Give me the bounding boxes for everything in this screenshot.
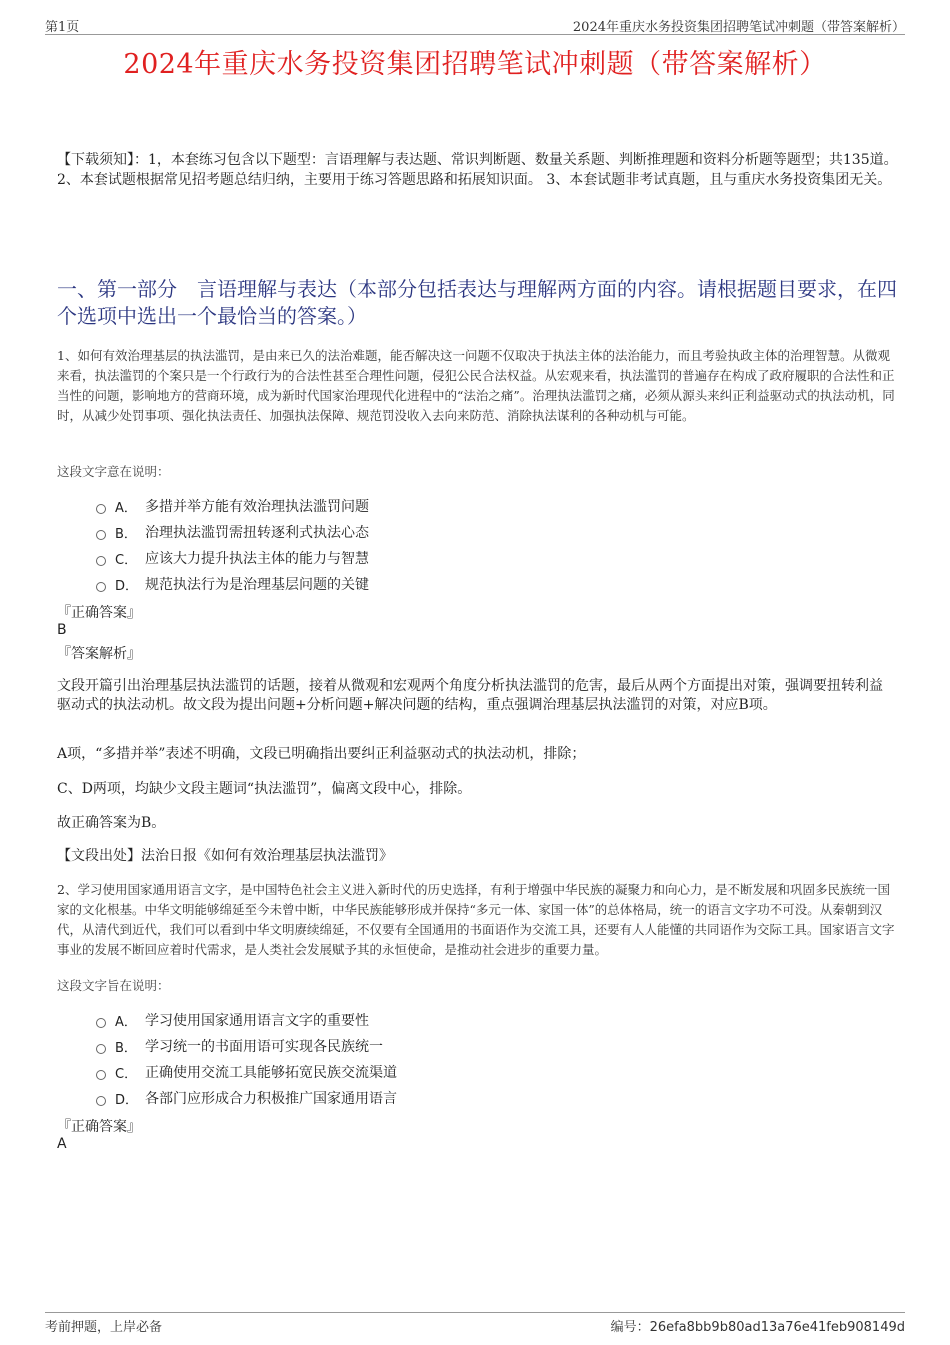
question-1-options — [96, 493, 369, 597]
radio-icon[interactable] — [96, 1070, 106, 1080]
radio-icon[interactable] — [96, 582, 106, 592]
footer-doc-id: 编号：26efa8bb9b80ad13a76e41feb908149d — [610, 1320, 905, 1335]
answer-value: B — [57, 622, 67, 638]
question-1-prompt: 这段文字意在说明： — [57, 464, 170, 479]
page-number: 第1页 — [45, 20, 80, 35]
header-doc-title: 2024年重庆水务投资集团招聘笔试冲刺题（带答案解析） — [572, 20, 905, 35]
page-footer — [45, 1312, 905, 1335]
analysis-label: 『答案解析』 — [57, 646, 141, 662]
radio-icon[interactable] — [96, 1018, 106, 1028]
source-citation: 【文段出处】法治日报《如何有效治理基层执法滥罚》 — [57, 848, 393, 864]
question-2-prompt: 这段文字旨在说明： — [57, 978, 170, 993]
question-2-text: 2、学习使用国家通用语言文字，是中国特色社会主义进入新时代的历史选择，有利于增强中华民族的凝聚力和向心力，是不断发展和巩固多民族统一国家的文化根基。中华文明能够绵延至今未曾中断，中华民族能够形成并保持“多元一体、家国一体”的总体格局，统一的语言文字功不可没。从秦朝到汉代，从清代到近代，我们可以看到中华文明赓续绵延，不仅要有全国通用的书面语作为交流工具，还要有人人能懂的共同语作为交际工具。国家语言文字事业的发展不断回应着时代需求，是人类社会发展赋予其的永恒使命，是推动社会进步的重要力量。 — [57, 882, 895, 957]
option-b[interactable]: B． 治理执法滥罚需扭转逐利式执法心态 — [96, 519, 369, 545]
radio-icon[interactable] — [96, 556, 106, 566]
section-title: 一、第一部分 言语理解与表达（本部分包括表达与理解两方面的内容。请根据题目要求，在四个选项中选出一个最恰当的答案。） — [57, 277, 897, 328]
option-d[interactable]: D． 规范执法行为是治理基层问题的关键 — [96, 571, 369, 597]
option-c[interactable]: C． 正确使用交流工具能够拓宽民族交流渠道 — [96, 1059, 397, 1085]
answer-label: 『正确答案』 — [57, 1119, 141, 1135]
radio-icon[interactable] — [96, 1096, 106, 1106]
option-a[interactable]: A． 学习使用国家通用语言文字的重要性 — [96, 1007, 397, 1033]
analysis-paragraph-1: 文段开篇引出治理基层执法滥罚的话题，接着从微观和宏观两个角度分析执法滥罚的危害，最后从两个方面提出对策，强调要扭转利益驱动式的执法动机。故文段为提出问题+分析问题+解决问题的结构，重点强调治理基层执法滥罚的对策，对应B项。 — [57, 678, 883, 713]
option-d[interactable]: D． 各部门应形成合力积极推广国家通用语言 — [96, 1085, 397, 1111]
answer-value: A — [57, 1136, 67, 1152]
radio-icon[interactable] — [96, 530, 106, 540]
footer-slogan: 考前押题，上岸必备 — [45, 1320, 163, 1335]
radio-icon[interactable] — [96, 504, 106, 514]
page-header — [45, 14, 905, 35]
question-1-text: 1、如何有效治理基层的执法滥罚，是由来已久的法治难题，能否解决这一问题不仅取决于执法主体的法治能力，而且考验执政主体的治理智慧。从微观来看，执法滥罚的个案只是一个行政行为的合法性甚至合理性问题，侵犯公民合法权益。从宏观来看，执法滥罚的普遍存在构成了政府履职的合法性和正当性的问题，影响地方的营商环境，成为新时代国家治理现代化进程中的“法治之痛”。治理执法滥罚之痛，必须从源头来纠正利益驱动式的执法动机，同时，从减少处罚事项、强化执法责任、加强执法保障、规范罚没收入去向来防范、消除执法谋利的各种动机与可能。 — [57, 348, 895, 423]
radio-icon[interactable] — [96, 1044, 106, 1054]
option-a[interactable]: A． 多措并举方能有效治理执法滥罚问题 — [96, 493, 369, 519]
option-b[interactable]: B． 学习统一的书面用语可实现各民族统一 — [96, 1033, 397, 1059]
analysis-paragraph-4: 故正确答案为B。 — [57, 815, 166, 831]
option-c[interactable]: C． 应该大力提升执法主体的能力与智慧 — [96, 545, 369, 571]
page-title: 2024年重庆水务投资集团招聘笔试冲刺题（带答案解析） — [123, 49, 827, 80]
analysis-paragraph-3: C、D两项，均缺少文段主题词“执法滥罚”，偏离文段中心，排除。 — [57, 781, 472, 797]
download-notice: 【下载须知】：1，本套练习包含以下题型：言语理解与表达题、常识判断题、数量关系题、判断推理题和资料分析题等题型；共135道。 2、本套试题根据常见招考题总结归纳，主要用于练习答题思路和拓展知识面。 3、本套试题非考试真题，且与重庆水务投资集团无关。 — [57, 152, 898, 188]
question-2-options — [96, 1007, 397, 1111]
analysis-paragraph-2: A项，“多措并举”表述不明确，文段已明确指出要纠正利益驱动式的执法动机，排除； — [57, 746, 586, 762]
answer-label: 『正确答案』 — [57, 605, 141, 621]
